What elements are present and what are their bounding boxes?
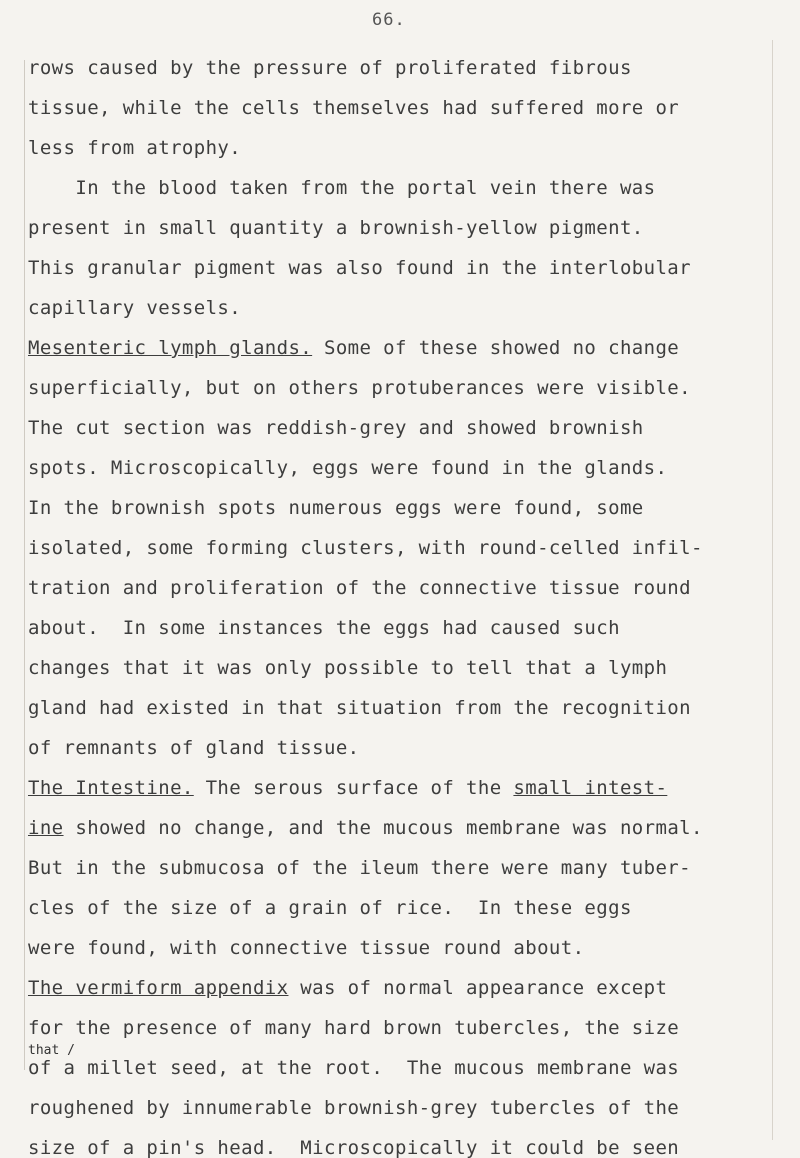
text-segment: was of normal appearance except [288,977,668,999]
section-heading: ine [28,817,64,839]
text-segment: But in the submucosa of the ileum there were many tuber- [28,857,691,879]
text-segment: isolated, some forming clusters, with round-celled infil- [28,537,703,559]
text-line [28,168,768,208]
section-heading: Mesenteric lymph glands. [28,337,313,359]
text-line [28,968,768,1008]
text-line [28,648,768,688]
text-line [28,848,768,888]
text-line [28,1008,768,1048]
text-segment: present in small quantity a brownish-yellow pigment. [28,217,644,239]
text-line [28,1088,768,1128]
text-segment: tissue, while the cells themselves had suffered more or [28,97,680,119]
text-segment: The cut section was reddish-grey and showed brownish [28,417,644,439]
section-heading: small intest- [513,777,668,799]
text-segment: of a millet seed, at the root. The mucous membrane was [28,1057,680,1079]
text-line [28,208,768,248]
text-segment: In the blood taken from the portal vein there was [28,177,656,199]
text-line [28,408,768,448]
text-line [28,248,768,288]
catchword-fragment: that / [28,1043,75,1058]
text-segment: showed no change, and the mucous membrane was normal. [63,817,703,839]
text-segment: less from atrophy. [28,137,242,159]
text-line [28,448,768,488]
text-line [28,528,768,568]
text-segment: changes that it was only possible to tell that a lymph [28,657,668,679]
right-margin-rule [772,40,773,1140]
text-line [28,808,768,848]
text-line [28,888,768,928]
text-line [28,128,768,168]
text-line [28,368,768,408]
text-line [28,288,768,328]
text-segment: of remnants of gland tissue. [28,737,360,759]
left-margin-rule [24,60,25,1070]
text-segment: about. In some instances the eggs had caused such [28,617,620,639]
section-heading: The vermiform appendix [28,977,289,999]
text-segment: The serous surface of the [193,777,514,799]
page-number: 66. [372,10,406,30]
text-line [28,608,768,648]
text-line [28,768,768,808]
text-segment: capillary vessels. [28,297,242,319]
text-segment: In the brownish spots numerous eggs were found, some [28,497,644,519]
text-segment: size of a pin's head. Microscopically it could be seen [28,1137,680,1158]
text-line [28,488,768,528]
text-segment: Some of these showed no change [312,337,680,359]
text-line [28,328,768,368]
text-segment: superficially, but on others protuberances were visible. [28,377,691,399]
text-line [28,1048,768,1088]
text-segment: roughened by innumerable brownish-grey tubercles of the [28,1097,680,1119]
text-line [28,1128,768,1158]
text-segment: for the presence of many hard brown tubercles, the size [28,1017,680,1039]
text-line [28,568,768,608]
section-heading: The Intestine. [28,777,194,799]
text-segment: gland had existed in that situation from the recognition [28,697,691,719]
text-segment: This granular pigment was also found in the interlobular [28,257,691,279]
text-segment: were found, with connective tissue round about. [28,937,585,959]
text-line [28,48,768,88]
text-line [28,928,768,968]
text-segment: tration and proliferation of the connective tissue round [28,577,691,599]
body-text [28,48,768,1158]
text-line [28,728,768,768]
text-line [28,88,768,128]
text-segment: cles of the size of a grain of rice. In these eggs [28,897,632,919]
text-segment: spots. Microscopically, eggs were found in the glands. [28,457,668,479]
text-segment: rows caused by the pressure of proliferated fibrous [28,57,632,79]
text-line [28,688,768,728]
